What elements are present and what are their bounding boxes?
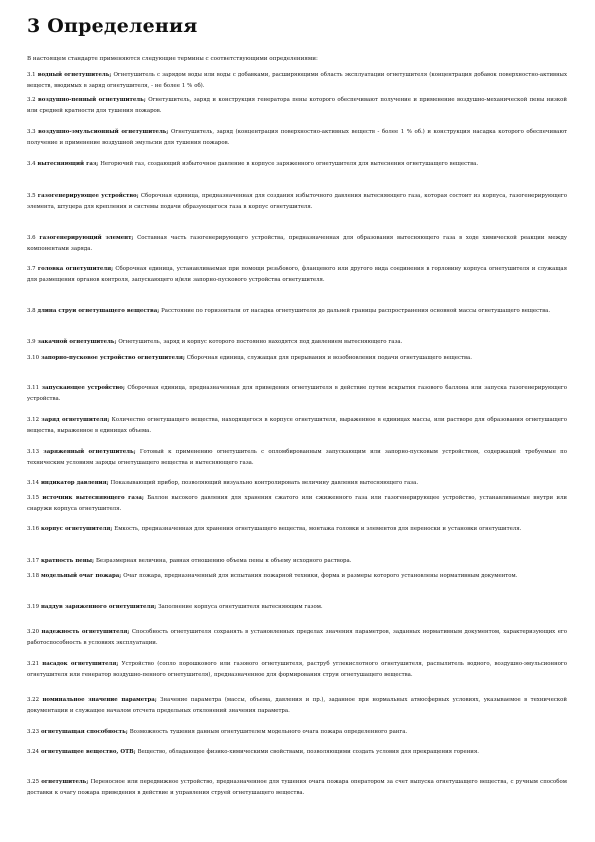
definition-number: 3.21 — [27, 661, 40, 667]
definition-text: Огнетушитель, заряд (концентрация поверхностно-активных веществ - более 1 % об.) и конструкция насадка которого обеспечивают получение и применение воздушной эмульсии для тушения пожаров. — [27, 129, 568, 146]
definition-term: кратность пены; — [40, 558, 95, 564]
definition-text: Значение параметра (массы, объема, давления и пр.), заданное при нормальных атмосферных условиях, указываемое в технической документации и служащее началом отсчета предельных отклонений значения параметра. — [27, 697, 567, 714]
definition-item — [27, 191, 567, 213]
definition-item — [27, 264, 567, 286]
definition-number: 3.25 — [27, 779, 40, 785]
definition-number: 3.20 — [27, 629, 40, 635]
definition-number: 3.5 — [27, 193, 36, 199]
definition-term: воздушно-эмульсионный огнетушитель; — [38, 129, 169, 135]
definition-term: надежность огнетушителя; — [41, 629, 130, 635]
definition-term: водный огнетушитель; — [37, 72, 112, 78]
definition-text: Заполнение корпуса огнетушителя вытесняющим газом. — [158, 604, 323, 610]
definition-item — [27, 306, 567, 317]
definition-item — [27, 70, 567, 92]
definition-number: 3.2 — [27, 97, 36, 103]
definition-item — [27, 602, 567, 613]
definition-text: Составная часть газогенерирующего устройства, предназначенная для образования вытесняющего газа в ходе химической реакции между компонентами заряда. — [27, 235, 567, 252]
definition-number: 3.6 — [27, 235, 36, 241]
intro-paragraph: В настоящем стандарте применяются следующие термины с соответствующими определениями: — [27, 56, 318, 62]
definition-term: корпус огнетушителя; — [40, 526, 113, 532]
definition-item — [27, 627, 567, 649]
definition-number: 3.7 — [27, 266, 36, 272]
definition-number: 3.17 — [27, 558, 40, 564]
definition-text: Сборочная единица, предназначенная для создания избыточного давления вытесняющего газа, которая состоит из корпуса, газогенерирующего элемента, штуцера для крепления и системы подачи образующегося газа в корпус огнетушителя. — [27, 193, 567, 210]
definition-text: Огнетушитель, заряд и корпус которого постоянно находятся под давлением вытесняющего газа. — [118, 339, 403, 345]
definition-term: огнетушащее вещество, ОТВ; — [40, 749, 136, 755]
definition-item — [27, 493, 567, 515]
definition-text: Возможность тушения данным огнетушителем модельного очага пожара определенного ранга. — [129, 729, 408, 735]
definition-term: газогенерирующее устройство; — [37, 193, 139, 199]
definition-term: модельный очаг пожара; — [40, 573, 122, 579]
definition-term: насадок огнетушителя; — [42, 661, 119, 667]
definition-text: Баллон высокого давления для хранения сжатого или сжиженного газа или газогенерирующее устройство, устанавливаемые внутри или снаружи корпуса огнетушителя. — [27, 495, 567, 512]
definition-number: 3.18 — [27, 573, 40, 579]
definition-text: Показывающий прибор, позволяющий визуально контролировать величину давления вытесняющего газа. — [110, 480, 419, 486]
definition-number: 3.13 — [27, 449, 40, 455]
definition-text: Устройство (сопло порошкового или газового огнетушителя, раструб углекислотного огнетушителя, распылитель водного, воздушно-эмульсионного огнетушителя или генератор воздушно-пенного огнетушителя), предназначенное для формирования струи огнетушащего вещества. — [27, 661, 567, 678]
definition-term: запускающее устройство; — [41, 385, 125, 391]
definition-term: индикатор давления; — [40, 480, 109, 486]
definition-number: 3.19 — [27, 604, 40, 610]
definition-text: Вещество, обладающее физико-химическими свойствами, позволяющими создать условия для прекращения горения. — [137, 749, 479, 755]
definition-term: газогенерирующий элемент; — [39, 235, 134, 241]
definition-term: головка огнетушителя; — [37, 266, 114, 272]
definition-text: Расстояние по горизонтали от насадка огнетушителя до дальней границы распространения основной массы огнетушащего вещества. — [161, 308, 551, 314]
definition-item — [27, 415, 567, 437]
definition-text: Емкость, предназначенная для хранения огнетушащего вещества, монтажа головки и элементов для переноски и установки огнетушителя. — [114, 526, 522, 532]
definition-item — [27, 727, 567, 738]
definition-number: 3.3 — [27, 129, 36, 135]
definition-number: 3.9 — [27, 339, 36, 345]
definition-text: Очаг пожара, предназначенный для испытания пожарной техники, форма и размеры которого установлены нормативным документом. — [123, 573, 518, 579]
definition-term: вытесняющий газ; — [37, 161, 99, 167]
definition-text: Огнетушитель, заряд и конструкция генератора пены которого обеспечивают получение и применение воздушно-механической пены низкой или средней кратности для тушения пожаров. — [27, 97, 568, 114]
definition-number: 3.24 — [27, 749, 40, 755]
definition-term: воздушно-пенный огнетушитель; — [38, 97, 146, 103]
definition-item — [27, 556, 567, 567]
definition-item — [27, 695, 567, 717]
definition-number: 3.22 — [27, 697, 40, 703]
definition-number: 3.23 — [27, 729, 40, 735]
section-title: 3 Определения — [27, 15, 198, 37]
definition-text: Сборочная единица, служащая для прерывания и возобновления подачи огнетушащего вещества. — [186, 355, 472, 361]
definition-number: 3.10 — [27, 355, 40, 361]
definition-item — [27, 524, 567, 535]
definition-item — [27, 95, 567, 117]
definition-item — [27, 233, 567, 255]
definition-item — [27, 478, 567, 489]
definition-item — [27, 127, 567, 149]
definition-number: 3.16 — [27, 526, 40, 532]
definition-term: запорно-пусковое устройство огнетушителя; — [40, 355, 185, 361]
definition-item — [27, 337, 567, 348]
definition-text: Способность огнетушителя сохранять в установленных пределах значения параметров, заданных нормативным документом, характеризующих его работоспособность в условиях эксплуатации. — [27, 629, 567, 646]
definition-number: 3.14 — [27, 480, 40, 486]
definition-term: длина струи огнетушащего вещества; — [37, 308, 160, 314]
definition-text: Переносное или передвижное устройство, предназначенное для тушения очага пожара оператором за счет выпуска огнетушащего вещества, с ручным способом доставки к очагу пожара приведения в действие и управления струей огнетушащего вещества. — [27, 779, 567, 796]
definition-number: 3.11 — [27, 385, 40, 391]
definition-item — [27, 747, 567, 758]
definition-item — [27, 353, 567, 364]
definition-text: Безразмерная величина, равная отношению объема пены к объему исходного раствора. — [95, 558, 352, 564]
definition-term: закачной огнетушитель; — [37, 339, 117, 345]
definition-item — [27, 447, 567, 469]
definition-number: 3.4 — [27, 161, 36, 167]
definition-item — [27, 159, 567, 170]
definition-number: 3.8 — [27, 308, 36, 314]
definition-item — [27, 659, 567, 681]
definition-text: Сборочная единица, устанавливаемая при помощи резьбового, фланцевого или другого вида соединения в горловину корпуса огнетушителя и служащая для размещения органов контроля, запускающего и/или запорно-пускового устройства огнетушителя. — [27, 266, 567, 283]
definition-text: Готовый к применению огнетушитель с опломбированным запускающим или запорно-пусковым устройством, содержащий требуемые по техническим условиям заряды огнетушащего вещества и вытесняющего газа. — [27, 449, 567, 466]
definition-term: заряд огнетушителя; — [41, 417, 110, 423]
definition-term: огнетушащая способность; — [40, 729, 128, 735]
definition-text: Негорючий газ, создающий избыточное давление в корпусе заряженного огнетушителя для вытеснения огнетушащего вещества. — [100, 161, 479, 167]
definition-number: 3.12 — [27, 417, 40, 423]
definition-number: 3.1 — [27, 72, 36, 78]
definition-number: 3.15 — [27, 495, 40, 501]
definition-item — [27, 571, 567, 582]
definition-text: Сборочная единица, предназначенная для приведения огнетушителя в действие путем вскрытия газового баллона или запуска газогенерирующего устройства. — [27, 385, 568, 402]
definition-term: заряженный огнетушитель; — [43, 449, 136, 455]
definition-text: Огнетушитель с зарядом воды или воды с добавками, расширяющими область эксплуатации огнетушителя (концентрация добавок поверхностно-активных веществ, вводимых в заряд огнетушителя, - не более 1 % об). — [27, 72, 568, 89]
definition-item — [27, 777, 567, 799]
definition-term: номинальное значение параметра; — [42, 697, 157, 703]
definition-term: наддув заряженного огнетушителя; — [40, 604, 157, 610]
definition-text: Количество огнетушащего вещества, находящегося в корпусе огнетушителя, выраженное в единицах массы, или растворе для образования огнетушащего вещества, выраженное в единицах объема. — [27, 417, 568, 434]
definition-term: источник вытесняющего газа; — [42, 495, 144, 501]
definition-term: огнетушитель; — [41, 779, 89, 785]
definition-item — [27, 383, 567, 405]
